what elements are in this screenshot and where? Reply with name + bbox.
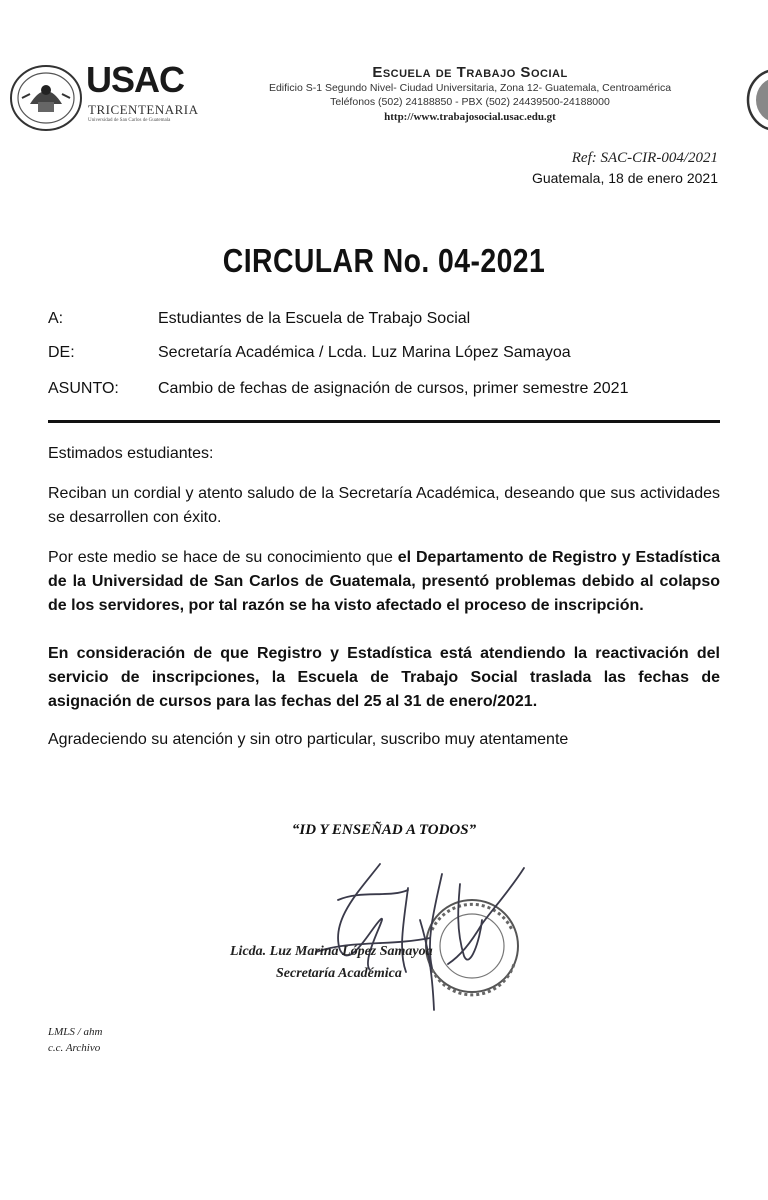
memo-subject-value: Cambio de fechas de asignación de cursos, primer semestre 2021 (158, 380, 629, 397)
org-name: Escuela de Trabajo Social (372, 64, 568, 81)
org-phones: Teléfonos (502) 24188850 - PBX (502) 24439500-24188000 (330, 96, 610, 108)
memo-from-value: Secretaría Académica / Lcda. Luz Marina López Samayoa (158, 344, 571, 361)
university-seal-icon (8, 64, 84, 132)
divider (48, 420, 720, 423)
memo-subject (48, 380, 628, 398)
memo-to (48, 310, 470, 328)
letterhead (0, 0, 768, 140)
signatory-name: Licda. Luz Marina López Samayoa (230, 944, 433, 959)
carbon-copy: c.c. Archivo (48, 1042, 101, 1054)
faculty-seal-icon (744, 68, 768, 132)
paragraph-2-normal: Por este medio se hace de su conocimiento que (48, 549, 398, 566)
signatory-role: Secretaría Académica (276, 966, 402, 981)
memo-to-label: A: (48, 310, 64, 327)
initials: LMLS / ahm (48, 1026, 103, 1038)
paragraph-3: En consideración de que Registro y Estadística está atendiendo la reactivación del servicio de inscripciones, la Escuela de Trabajo Social traslada las fechas de asignación de cursos para las fechas del 25 al 31 de enero/2021. (48, 645, 720, 710)
usac-logo (86, 59, 199, 130)
memo-to-value: Estudiantes de la Escuela de Trabajo Social (158, 310, 471, 327)
closing-line: Agradeciendo su atención y sin otro particular, suscribo muy atentamente (48, 731, 569, 748)
usac-logo-text: USAC (86, 59, 185, 100)
greeting: Estimados estudiantes: (48, 445, 214, 462)
org-info (200, 64, 740, 125)
usac-logo-subtitle: TRICENTENARIA (88, 102, 199, 117)
paragraph-2-bold: el Departamento de Registro y Estadística de la Universidad de San Carlos de Guatemala, presentó problemas debido al colapso de los servidores, por tal razón se ha visto afectado el proceso de inscripción. (48, 549, 720, 614)
signature-and-stamp (220, 860, 540, 1020)
letter-body (48, 442, 720, 768)
page-title: CIRCULAR No. 04-2021 (222, 242, 546, 279)
usac-logo-tagline: Universidad de San Carlos de Guatemala (88, 118, 171, 123)
memo-from (48, 344, 571, 362)
memo-from-label: DE: (48, 344, 75, 361)
document-date: Guatemala, 18 de enero 2021 (531, 170, 718, 186)
org-address: Edificio S-1 Segundo Nivel- Ciudad Universitaria, Zona 12- Guatemala, Centroamérica (268, 82, 672, 94)
org-url[interactable]: http://www.trabajosocial.usac.edu.gt (384, 111, 556, 123)
motto: “ID Y ENSEÑAD A TODOS” (291, 822, 477, 838)
memo-subject-label: ASUNTO: (48, 380, 119, 397)
footer-notes (48, 1024, 102, 1056)
reference-number: Ref: SAC-CIR-004/2021 (571, 150, 718, 166)
stamp-icon (426, 900, 518, 995)
paragraph-1: Reciban un cordial y atento saludo de la Secretaría Académica, deseando que sus actividades se desarrollen con éxito. (48, 485, 720, 526)
paragraph-2 (48, 546, 720, 618)
